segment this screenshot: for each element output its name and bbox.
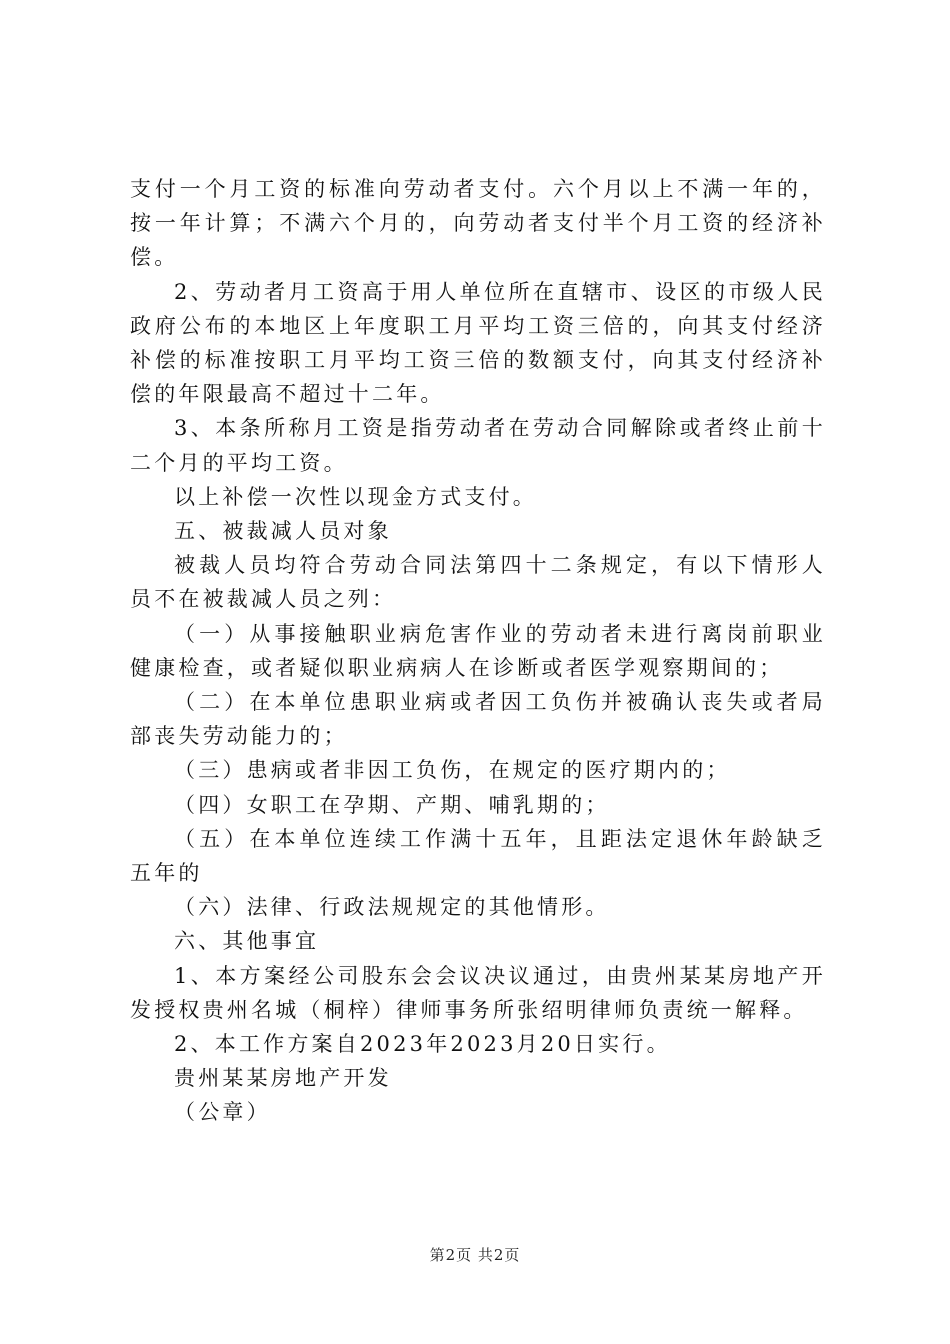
signature-seal: （公章） <box>174 1100 271 1125</box>
signature-company: 贵州某某房地产开发 <box>174 1066 392 1091</box>
section-heading-5: 五、被裁减人员对象 <box>174 519 392 544</box>
paragraph-payment-note: 以上补偿一次性以现金方式支付。 <box>174 484 537 509</box>
paragraph-item-3: 3、本条所称月工资是指劳动者在劳动合同解除或者终止前十二个月的平均工资。 <box>130 416 826 475</box>
section-heading-6: 六、其他事宜 <box>174 929 320 954</box>
page-number-footer: 第2页 共2页 <box>429 1246 521 1264</box>
list-item-5: （五）在本单位连续工作满十五年，且距法定退休年龄缺乏五年的 <box>130 826 826 886</box>
list-item-2: （二）在本单位患职业病或者因工负伤并被确认丧失或者局部丧失劳动能力的； <box>130 690 826 749</box>
list-item-6: （六）法律、行政法规规定的其他情形。 <box>174 895 610 920</box>
paragraph-layoff-criteria: 被裁人员均符合劳动合同法第四十二条规定，有以下情形人员不在被裁减人员之列： <box>130 553 826 612</box>
list-item-4: （四）女职工在孕期、产期、哺乳期的； <box>174 792 610 817</box>
paragraph-other-2: 2、本工作方案自2023年2023月20日实行。 <box>174 1032 671 1057</box>
list-item-1: （一）从事接触职业病危害作业的劳动者未进行离岗前职业健康检查，或者疑似职业病病人在诊断或者医学观察期间的； <box>130 621 826 680</box>
list-item-3: （三）患病或者非因工负伤，在规定的医疗期内的； <box>174 758 731 783</box>
document-body <box>130 172 826 1130</box>
paragraph-other-1: 1、本方案经公司股东会会议决议通过，由贵州某某房地产开发授权贵州名城（桐梓）律师事务所张绍明律师负责统一解释。 <box>130 963 826 1022</box>
paragraph-item-2: 2、劳动者月工资高于用人单位所在直辖市、设区的市级人民政府公布的本地区上年度职工月平均工资三倍的，向其支付经济补偿的标准按职工月平均工资三倍的数额支付，向其支付经济补偿的年限最高不超过十二年。 <box>130 279 826 407</box>
paragraph-continuation: 支付一个月工资的标准向劳动者支付。六个月以上不满一年的，按一年计算；不满六个月的，向劳动者支付半个月工资的经济补偿。 <box>130 177 826 270</box>
